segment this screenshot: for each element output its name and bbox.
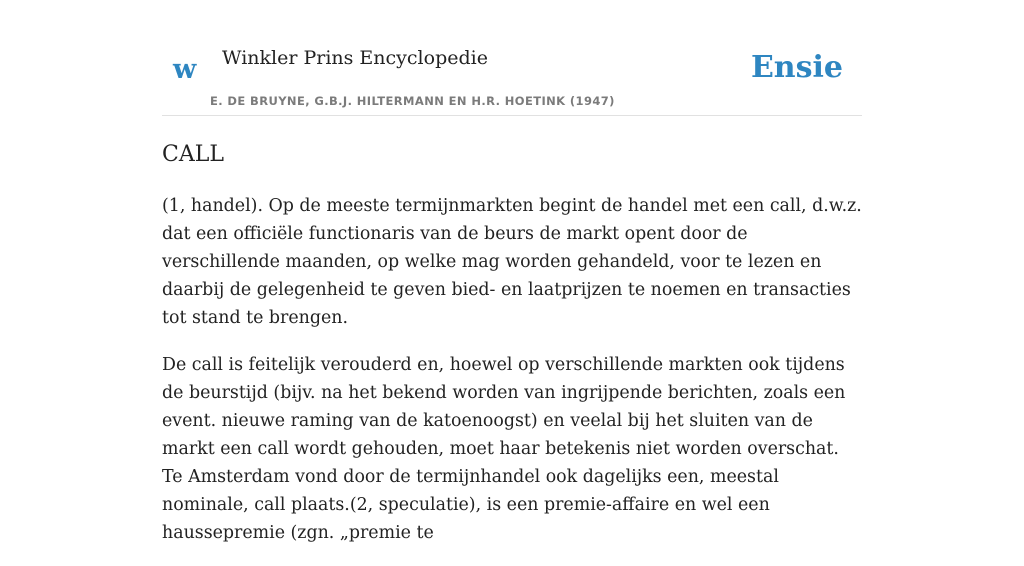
ensie-brand-logo[interactable]: Ensie xyxy=(750,50,843,85)
article-body xyxy=(162,192,862,566)
authors-credit: E. DE BRUYNE, G.B.J. HILTERMANN EN H.R. HOETINK (1947) xyxy=(210,94,615,108)
site-logo-icon[interactable]: w xyxy=(173,54,197,85)
article-title: CALL xyxy=(162,142,224,167)
page xyxy=(162,0,862,543)
article-paragraph: De call is feitelijk verouderd en, hoewel op verschillende markten ook tijdens de beurstijd (bijv. na het bekend worden van ingrijpende berichten, zoals een event. nieuwe raming van de katoenoogst) en veelal bij het sluiten van de markt een call wordt gehouden, moet haar betekenis niet worden overschat. Te Amsterdam vond door de termijnhandel ook dagelijks een, meestal nominale, call plaats.(2, speculatie), is een premie-affaire en wel een haussepremie (zgn. „premie te xyxy=(162,355,846,543)
article-paragraph: (1, handel). Op de meeste termijnmarkten begint de handel met een call, d.w.z. dat een officiële functionaris van de beurs de markt opent door de verschillende maanden, op welke mag worden gehandeld, voor te lezen en daarbij de gelegenheid te geven bied- en laatprijzen te noemen en transacties tot stand te brengen. xyxy=(162,196,862,328)
site-header xyxy=(162,0,862,116)
site-title[interactable]: Winkler Prins Encyclopedie xyxy=(222,47,488,69)
